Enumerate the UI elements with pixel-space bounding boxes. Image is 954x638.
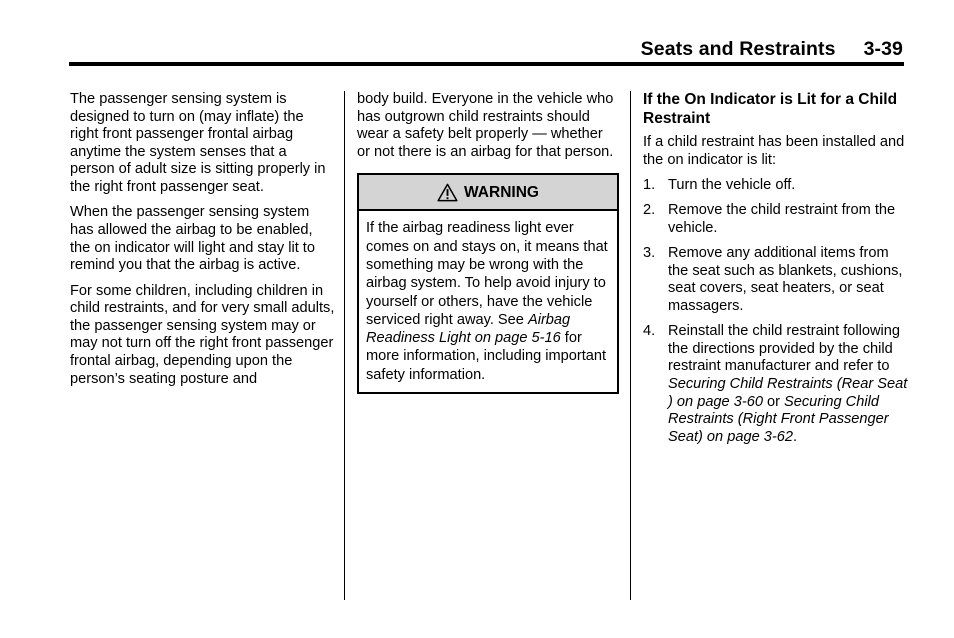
list-item (643, 177, 908, 195)
column-middle (357, 91, 619, 394)
steps-list (643, 177, 908, 446)
step-number: 3. (643, 245, 656, 262)
step-number: 1. (643, 177, 656, 194)
list-item (643, 202, 908, 237)
cross-reference-link[interactable]: Securing Child Restraints (Right Front Passenger Seat) on page 3-62 (668, 393, 889, 445)
step-text: Turn the vehicle off. (668, 177, 796, 194)
section-title: Seats and Restraints (640, 38, 836, 60)
exclamation-triangle-icon (437, 183, 458, 202)
step-text: Remove any additional items from the seat such as blankets, cushions, seat covers, seat heaters, or seat massagers. (668, 245, 903, 314)
section-heading: If the On Indicator is Lit for a Child Restraint (643, 91, 898, 127)
running-header (641, 38, 903, 61)
step-text-part: or (762, 393, 785, 410)
warning-text-part: If the airbag readiness light ever comes on and stays on, it means that something may be wrong with the airbag system. To help avoid injury to yourself or others, have the vehicle serviced right away. See (366, 220, 608, 328)
step-text-part: Reinstall the child restraint following the directions provided by the child restraint manufacturer and refer to (668, 323, 900, 375)
warning-box (357, 173, 619, 394)
header-rule (69, 62, 904, 66)
list-item (643, 245, 908, 315)
paragraph: body build. Everyone in the vehicle who has outgrown child restraints should wear a safety belt properly — whether or not there is an airbag for that person. (357, 91, 614, 160)
paragraph: If a child restraint has been installed and the on indicator is lit: (643, 134, 905, 168)
step-number: 4. (643, 323, 656, 340)
column-divider (344, 91, 345, 600)
page-number: 3-39 (863, 38, 903, 60)
warning-text (359, 211, 617, 392)
cross-reference-link[interactable]: Securing Child Restraints (Rear Seat ) on page 3-60 (668, 375, 908, 410)
paragraph: When the passenger sensing system has allowed the airbag to be enabled, the on indicator will light and stay lit to remind you that the airbag is active. (70, 204, 315, 274)
step-text-part: . (792, 428, 798, 445)
cross-reference-link[interactable]: Airbag Readiness Light on page 5-16 (366, 311, 571, 347)
warning-title: WARNING (464, 183, 539, 201)
step-number: 2. (643, 202, 656, 219)
column-divider (630, 91, 631, 600)
warning-text-part: for more information, including important safety information. (366, 330, 607, 383)
warning-header (359, 175, 617, 211)
column-right (643, 91, 908, 454)
column-left (70, 91, 335, 396)
paragraph: The passenger sensing system is designed to turn on (may inflate) the right front passenger frontal airbag anytime the system senses that a person of adult size is sitting properly in the right front passenger seat. (70, 91, 326, 195)
step-text: Remove the child restraint from the vehicle. (668, 202, 896, 236)
paragraph: For some children, including children in child restraints, and for very small adults, the passenger sensing system may or may not turn off the right front passenger frontal airbag, depending upon the person’s seating posture and (70, 282, 335, 387)
step-text (668, 323, 908, 446)
list-item (643, 323, 908, 446)
